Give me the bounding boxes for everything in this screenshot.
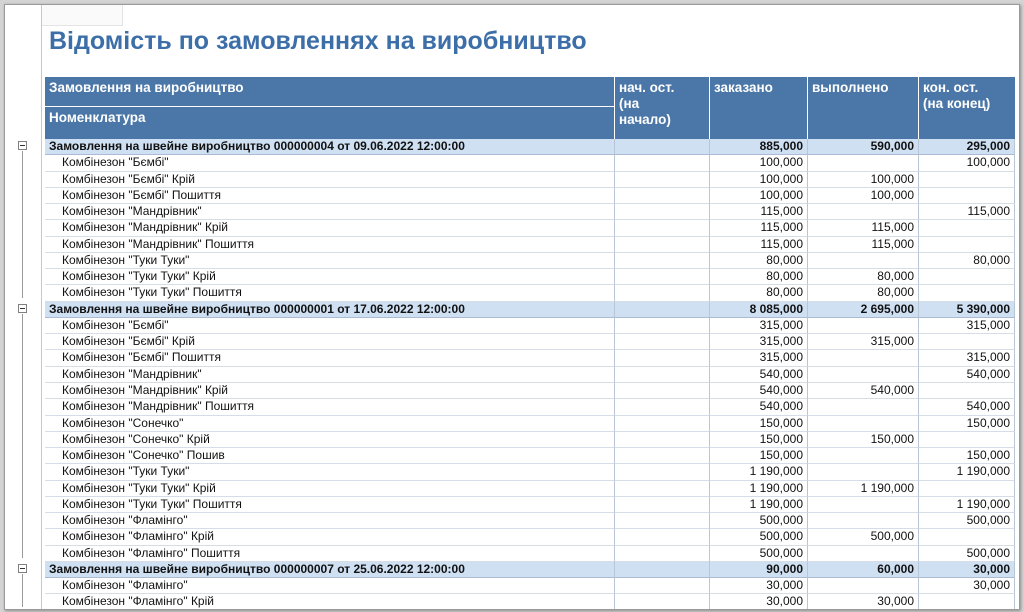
table-row[interactable] [5, 464, 1019, 480]
report-table-body [5, 139, 1019, 610]
ending-balance-cell: 540,000 [919, 399, 1015, 415]
ending-balance-cell: 500,000 [919, 513, 1015, 529]
done-cell: 500,000 [808, 529, 919, 545]
done-cell: 100,000 [808, 172, 919, 188]
name-cell: Комбінезон "Туки Туки" Пошиття [45, 285, 615, 301]
done-cell [808, 253, 919, 269]
done-cell: 315,000 [808, 334, 919, 350]
name-cell: Комбінезон "Фламінго" [45, 578, 615, 594]
ending-balance-cell: 115,000 [919, 204, 1015, 220]
done-cell [808, 204, 919, 220]
group-row[interactable] [5, 302, 1019, 318]
beginning-balance-cell [615, 155, 710, 171]
done-cell [808, 367, 919, 383]
beginning-balance-cell [615, 578, 710, 594]
name-cell: Комбінезон "Туки Туки" Крій [45, 269, 615, 285]
name-cell: Комбінезон "Бємбі" Крій [45, 334, 615, 350]
table-row[interactable] [5, 416, 1019, 432]
table-row[interactable] [5, 172, 1019, 188]
name-cell: Комбінезон "Туки Туки" [45, 253, 615, 269]
beginning-balance-cell [615, 529, 710, 545]
ordered-cell: 1 190,000 [710, 497, 808, 513]
beginning-balance-cell [615, 220, 710, 236]
ordered-cell: 80,000 [710, 285, 808, 301]
ordered-cell: 100,000 [710, 188, 808, 204]
name-cell: Комбінезон "Мандрівник" [45, 204, 615, 220]
name-cell: Комбінезон "Туки Туки" [45, 464, 615, 480]
ending-balance-cell: 1 190,000 [919, 497, 1015, 513]
group-row[interactable] [5, 562, 1019, 578]
beginning-balance-cell [615, 546, 710, 562]
ordered-cell: 30,000 [710, 594, 808, 610]
name-cell: Комбінезон "Сонечко" Крій [45, 432, 615, 448]
beginning-balance-cell [615, 188, 710, 204]
ending-balance-cell [919, 285, 1015, 301]
table-row[interactable] [5, 578, 1019, 594]
table-row[interactable] [5, 318, 1019, 334]
ending-balance-cell: 80,000 [919, 253, 1015, 269]
group-name-cell: Замовлення на швейне виробництво 000000001 от 17.06.2022 12:00:00 [45, 302, 615, 318]
done-cell: 150,000 [808, 432, 919, 448]
ending-balance-cell [919, 529, 1015, 545]
group-ordered-cell: 8 085,000 [710, 302, 808, 318]
table-row[interactable] [5, 155, 1019, 171]
ending-balance-cell: 150,000 [919, 448, 1015, 464]
group-done-cell: 2 695,000 [808, 302, 919, 318]
header-beginning-balance [615, 77, 710, 139]
ordered-cell: 115,000 [710, 237, 808, 253]
header-done [808, 77, 919, 139]
done-cell: 115,000 [808, 220, 919, 236]
header-divider [918, 77, 919, 139]
header-end-line2: (на конец) [923, 96, 991, 111]
table-row[interactable] [5, 204, 1019, 220]
table-row[interactable] [5, 481, 1019, 497]
ending-balance-cell [919, 237, 1015, 253]
table-row[interactable] [5, 285, 1019, 301]
header-ending-balance [919, 77, 1015, 139]
group-beginning-balance-cell [615, 302, 710, 318]
group-ordered-cell: 885,000 [710, 139, 808, 155]
ordered-cell: 115,000 [710, 204, 808, 220]
group-ending-balance-cell: 5 390,000 [919, 302, 1015, 318]
header-ordered-label: заказано [714, 80, 773, 95]
done-cell: 115,000 [808, 237, 919, 253]
beginning-balance-cell [615, 285, 710, 301]
done-cell [808, 546, 919, 562]
ordered-cell: 115,000 [710, 220, 808, 236]
done-cell: 100,000 [808, 188, 919, 204]
ordered-cell: 500,000 [710, 529, 808, 545]
header-group-column [45, 77, 615, 139]
group-done-cell: 590,000 [808, 139, 919, 155]
ordered-cell: 540,000 [710, 367, 808, 383]
done-cell [808, 513, 919, 529]
beginning-balance-cell [615, 269, 710, 285]
done-cell [808, 155, 919, 171]
table-row[interactable] [5, 383, 1019, 399]
done-cell [808, 448, 919, 464]
ending-balance-cell [919, 220, 1015, 236]
collapse-toggle-icon[interactable] [18, 141, 27, 150]
header-group-label: Замовлення на виробництво [45, 77, 615, 107]
beginning-balance-cell [615, 350, 710, 366]
group-name-cell: Замовлення на швейне виробництво 000000007 от 25.06.2022 12:00:00 [45, 562, 615, 578]
name-cell: Комбінезон "Мандрівник" Пошиття [45, 399, 615, 415]
ordered-cell: 315,000 [710, 318, 808, 334]
ordered-cell: 30,000 [710, 578, 808, 594]
beginning-balance-cell [615, 399, 710, 415]
group-ending-balance-cell: 295,000 [919, 139, 1015, 155]
beginning-balance-cell [615, 416, 710, 432]
header-done-label: выполнено [812, 80, 889, 95]
group-name-cell: Замовлення на швейне виробництво 000000004 от 09.06.2022 12:00:00 [45, 139, 615, 155]
ending-balance-cell [919, 594, 1015, 610]
name-cell: Комбінезон "Туки Туки" Пошиття [45, 497, 615, 513]
table-row[interactable] [5, 188, 1019, 204]
beginning-balance-cell [615, 237, 710, 253]
beginning-balance-cell [615, 383, 710, 399]
beginning-balance-cell [615, 497, 710, 513]
header-beg-line3: начало) [619, 112, 671, 127]
table-row[interactable] [5, 399, 1019, 415]
name-cell: Комбінезон "Сонечко" Пошив [45, 448, 615, 464]
beginning-balance-cell [615, 318, 710, 334]
done-cell [808, 416, 919, 432]
name-cell: Комбінезон "Бємбі" Пошиття [45, 350, 615, 366]
outline-tree-line [22, 314, 23, 558]
beginning-balance-cell [615, 448, 710, 464]
beginning-balance-cell [615, 432, 710, 448]
name-cell: Комбінезон "Фламінго" Крій [45, 529, 615, 545]
ending-balance-cell [919, 383, 1015, 399]
ending-balance-cell [919, 334, 1015, 350]
name-cell: Комбінезон "Бємбі" [45, 155, 615, 171]
name-cell: Комбінезон "Фламінго" Пошиття [45, 546, 615, 562]
ordered-cell: 1 190,000 [710, 481, 808, 497]
report-window [4, 4, 1020, 610]
ordered-cell: 150,000 [710, 448, 808, 464]
beginning-balance-cell [615, 253, 710, 269]
done-cell [808, 497, 919, 513]
name-cell: Комбінезон "Мандрівник" [45, 367, 615, 383]
table-row[interactable] [5, 334, 1019, 350]
ending-balance-cell: 100,000 [919, 155, 1015, 171]
ending-balance-cell [919, 432, 1015, 448]
header-divider [807, 77, 808, 139]
table-row[interactable] [5, 448, 1019, 464]
done-cell [808, 399, 919, 415]
beginning-balance-cell [615, 464, 710, 480]
beginning-balance-cell [615, 204, 710, 220]
done-cell: 1 190,000 [808, 481, 919, 497]
ordered-cell: 150,000 [710, 432, 808, 448]
done-cell [808, 578, 919, 594]
ordered-cell: 100,000 [710, 155, 808, 171]
ending-balance-cell: 315,000 [919, 350, 1015, 366]
name-cell: Комбінезон "Мандрівник" Крій [45, 220, 615, 236]
table-row[interactable] [5, 350, 1019, 366]
name-cell: Комбінезон "Бємбі" Крій [45, 172, 615, 188]
done-cell [808, 350, 919, 366]
name-cell: Комбінезон "Фламінго" Крій [45, 594, 615, 610]
table-row[interactable] [5, 497, 1019, 513]
outline-tree-line [22, 151, 23, 298]
ending-balance-cell: 1 190,000 [919, 464, 1015, 480]
ending-balance-cell [919, 188, 1015, 204]
report-title: Відомість по замовленнях на виробництво [49, 27, 587, 55]
table-row[interactable] [5, 220, 1019, 236]
ordered-cell: 80,000 [710, 269, 808, 285]
ordered-cell: 500,000 [710, 546, 808, 562]
collapse-toggle-icon[interactable] [18, 564, 27, 573]
ending-balance-cell: 150,000 [919, 416, 1015, 432]
header-beg-line2: (на [619, 96, 640, 111]
ending-balance-cell: 500,000 [919, 546, 1015, 562]
table-row[interactable] [5, 253, 1019, 269]
corner-cell [42, 5, 123, 26]
beginning-balance-cell [615, 594, 710, 610]
collapse-toggle-icon[interactable] [18, 304, 27, 313]
ordered-cell: 150,000 [710, 416, 808, 432]
beginning-balance-cell [615, 172, 710, 188]
ordered-cell: 540,000 [710, 399, 808, 415]
table-row[interactable] [5, 529, 1019, 545]
beginning-balance-cell [615, 481, 710, 497]
table-row[interactable] [5, 367, 1019, 383]
table-row[interactable] [5, 269, 1019, 285]
name-cell: Комбінезон "Фламінго" [45, 513, 615, 529]
done-cell: 80,000 [808, 285, 919, 301]
group-ending-balance-cell: 30,000 [919, 562, 1015, 578]
done-cell: 540,000 [808, 383, 919, 399]
name-cell: Комбінезон "Туки Туки" Крій [45, 481, 615, 497]
table-row[interactable] [5, 546, 1019, 562]
done-cell: 30,000 [808, 594, 919, 610]
header-item-label: Номенклатура [49, 110, 146, 125]
header-divider [614, 77, 615, 139]
beginning-balance-cell [615, 513, 710, 529]
done-cell [808, 318, 919, 334]
group-done-cell: 60,000 [808, 562, 919, 578]
ordered-cell: 540,000 [710, 383, 808, 399]
group-beginning-balance-cell [615, 139, 710, 155]
outline-tree-line [22, 574, 23, 607]
ending-balance-cell: 315,000 [919, 318, 1015, 334]
ending-balance-cell: 540,000 [919, 367, 1015, 383]
done-cell: 80,000 [808, 269, 919, 285]
beginning-balance-cell [615, 367, 710, 383]
header-divider [709, 77, 710, 139]
table-row[interactable] [5, 237, 1019, 253]
ending-balance-cell [919, 481, 1015, 497]
beginning-balance-cell [615, 334, 710, 350]
done-cell [808, 464, 919, 480]
ordered-cell: 315,000 [710, 350, 808, 366]
header-beg-line1: нач. ост. [619, 80, 675, 95]
table-row[interactable] [5, 432, 1019, 448]
ordered-cell: 315,000 [710, 334, 808, 350]
ordered-cell: 80,000 [710, 253, 808, 269]
ordered-cell: 1 190,000 [710, 464, 808, 480]
name-cell: Комбінезон "Мандрівник" Крій [45, 383, 615, 399]
group-beginning-balance-cell [615, 562, 710, 578]
group-ordered-cell: 90,000 [710, 562, 808, 578]
table-row[interactable] [5, 513, 1019, 529]
table-row[interactable] [5, 594, 1019, 610]
name-cell: Комбінезон "Мандрівник" Пошиття [45, 237, 615, 253]
name-cell: Комбінезон "Сонечко" [45, 416, 615, 432]
name-cell: Комбінезон "Бємбі" Пошиття [45, 188, 615, 204]
ending-balance-cell [919, 269, 1015, 285]
name-cell: Комбінезон "Бємбі" [45, 318, 615, 334]
ending-balance-cell [919, 172, 1015, 188]
ordered-cell: 500,000 [710, 513, 808, 529]
header-end-line1: кон. ост. [923, 80, 979, 95]
ordered-cell: 100,000 [710, 172, 808, 188]
group-row[interactable] [5, 139, 1019, 155]
header-ordered [710, 77, 808, 139]
ending-balance-cell: 30,000 [919, 578, 1015, 594]
